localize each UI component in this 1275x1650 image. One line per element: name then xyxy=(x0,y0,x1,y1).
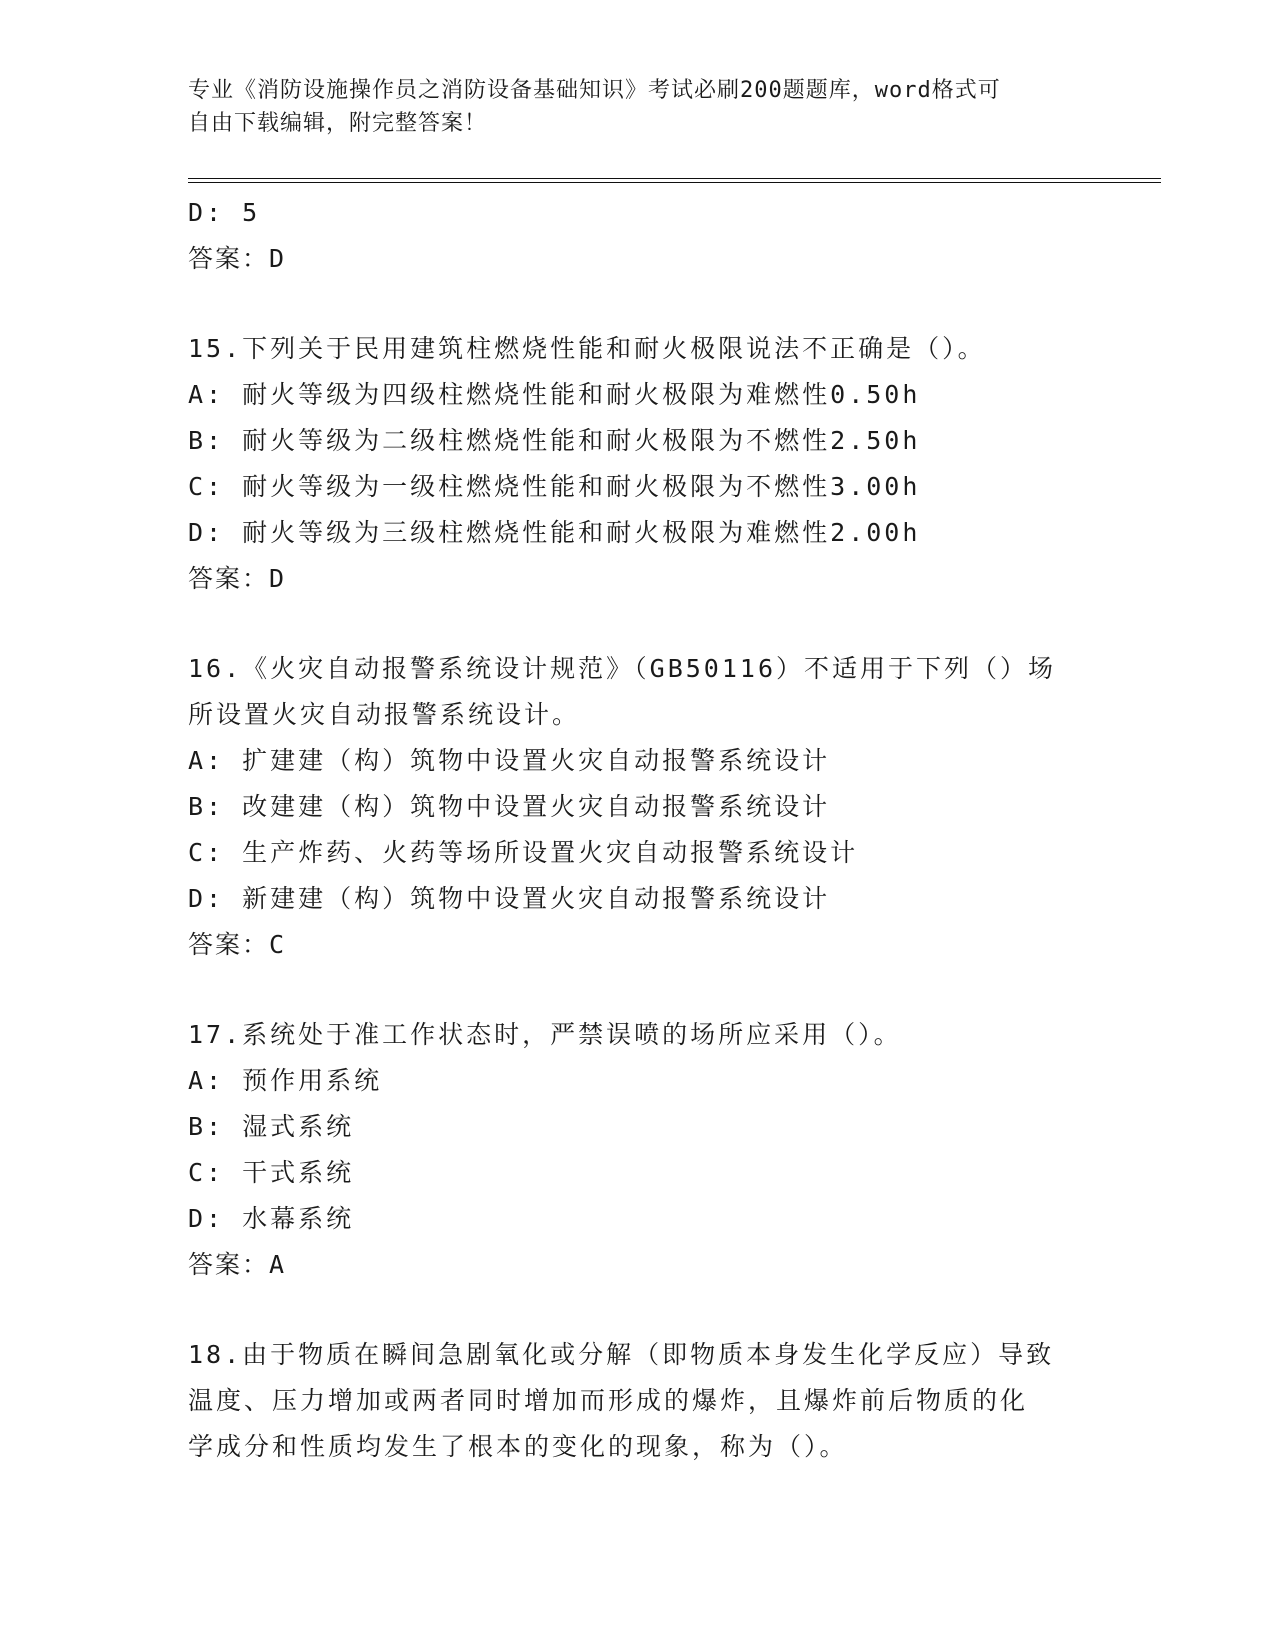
option-a: A: 耐火等级为四级柱燃烧性能和耐火极限为难燃性0.50h xyxy=(188,380,921,409)
header-title-line-1: 专业《消防设施操作员之消防设备基础知识》考试必刷200题题库，word格式可 xyxy=(188,78,1001,103)
answer-line: 答案：A xyxy=(188,1250,287,1279)
spacer xyxy=(188,602,1168,646)
answer-line: 答案：D xyxy=(188,564,287,593)
answer-line: 答案：D xyxy=(188,244,287,273)
option-b: B: 湿式系统 xyxy=(188,1112,355,1141)
option-a: A: 预作用系统 xyxy=(188,1066,383,1095)
question-16 xyxy=(188,646,1168,968)
question-text: 16.《火灾自动报警系统设计规范》（GB50116）不适用于下列（）场 xyxy=(188,654,1057,683)
answer-line: 答案：C xyxy=(188,930,287,959)
header-divider-bottom xyxy=(188,182,1161,183)
question-text: 17.系统处于准工作状态时，严禁误喷的场所应采用（）。 xyxy=(188,1020,902,1049)
document-body xyxy=(188,190,1168,1470)
question-text-continued: 学成分和性质均发生了根本的变化的现象，称为（）。 xyxy=(188,1432,848,1461)
header-title-line-2: 自由下载编辑，附完整答案！ xyxy=(188,111,488,136)
question-text: 15.下列关于民用建筑柱燃烧性能和耐火极限说法不正确是（）。 xyxy=(188,334,986,363)
spacer xyxy=(188,968,1168,1012)
document-header xyxy=(188,74,1088,140)
question-17 xyxy=(188,1012,1168,1288)
question-18 xyxy=(188,1332,1168,1470)
option-a: A: 扩建建（构）筑物中设置火灾自动报警系统设计 xyxy=(188,746,831,775)
option-c: C: 耐火等级为一级柱燃烧性能和耐火极限为不燃性3.00h xyxy=(188,472,921,501)
question-text: 18.由于物质在瞬间急剧氧化或分解（即物质本身发生化学反应）导致 xyxy=(188,1340,1055,1369)
option-b: B: 改建建（构）筑物中设置火灾自动报警系统设计 xyxy=(188,792,831,821)
spacer xyxy=(188,282,1168,326)
spacer xyxy=(188,1288,1168,1332)
option-d: D: 5 xyxy=(188,198,261,227)
question-text-continued: 温度、压力增加或两者同时增加而形成的爆炸，且爆炸前后物质的化 xyxy=(188,1386,1029,1415)
option-c: C: 生产炸药、火药等场所设置火灾自动报警系统设计 xyxy=(188,838,859,867)
question-text-continued: 所设置火灾自动报警系统设计。 xyxy=(188,700,581,729)
header-divider-top xyxy=(188,178,1161,179)
option-c: C: 干式系统 xyxy=(188,1158,355,1187)
option-b: B: 耐火等级为二级柱燃烧性能和耐火极限为不燃性2.50h xyxy=(188,426,921,455)
option-d: D: 水幕系统 xyxy=(188,1204,355,1233)
question-15 xyxy=(188,326,1168,602)
option-d: D: 新建建（构）筑物中设置火灾自动报警系统设计 xyxy=(188,884,831,913)
option-d: D: 耐火等级为三级柱燃烧性能和耐火极限为难燃性2.00h xyxy=(188,518,921,547)
